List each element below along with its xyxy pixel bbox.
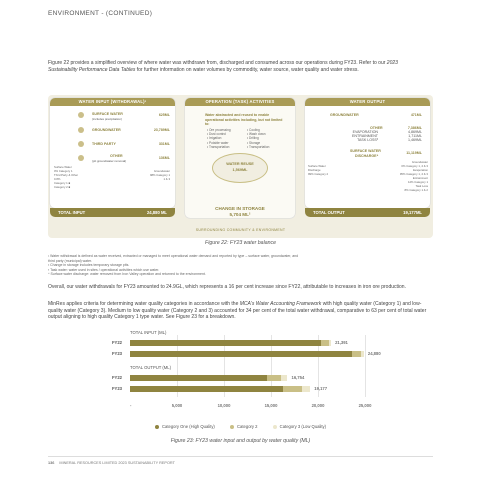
mini-note: Surface Water bbox=[308, 164, 326, 168]
groundwater-icon bbox=[78, 127, 84, 133]
water-reuse-value: 1,569ML bbox=[232, 168, 248, 172]
intro-text-2c: for further information on water volumes by commodity, water source, water quality and water stress. bbox=[135, 66, 359, 73]
output-evap-value: 4,869ML bbox=[408, 130, 422, 134]
chart-bar-segment bbox=[321, 340, 329, 346]
input-mini-notes bbox=[54, 165, 170, 189]
total-output-bar bbox=[305, 208, 430, 217]
chart-total-label: 21,391 bbox=[335, 340, 348, 345]
mini-note: 0.8% bbox=[54, 177, 61, 181]
chart-bar-segment bbox=[329, 340, 331, 346]
output-evap-label: EVAPORATION bbox=[352, 130, 378, 134]
mini-note: Groundwater bbox=[411, 160, 428, 164]
surrounding-label: SURROUNDING COMMUNITY & ENVIRONMENT bbox=[195, 228, 286, 232]
mini-note: Surface Water bbox=[54, 165, 72, 169]
storage-label: CHANGE IN STORAGE bbox=[215, 206, 265, 211]
surface-water-icon bbox=[78, 112, 84, 118]
mini-note: 0% Category 1, 2 & 3 bbox=[401, 164, 428, 168]
mini-note: Category 1 ■ bbox=[54, 181, 71, 185]
withdrawals-paragraph: Overall, our water withdrawals for FY23 amounted to 24.9GL, which represents a 16 per cent increase since FY22, attributable to increases in iron ore production. bbox=[48, 284, 406, 290]
water-quality-chart bbox=[130, 330, 440, 408]
input-other-sub: (pit groundwater removal) bbox=[92, 159, 127, 163]
mini-note: 12% Category 1 bbox=[407, 180, 428, 184]
page-number: 136 bbox=[48, 461, 55, 465]
intro-paragraph bbox=[48, 60, 428, 73]
output-other-value: 7,386ML bbox=[407, 126, 422, 130]
mini-note: Task Loss bbox=[415, 184, 428, 188]
output-other-label: OTHER bbox=[370, 126, 383, 130]
quality-text-c: with high quality water (Category 1) and low-quality water (Category 3). Medium to low quality water (Category 2 and 3) accounted for 34 per cent of the total water withdrawal, comparative to 63 per cent of total water output aligning to high quality Category 1 type water. See Figure 23 for a breakdown. bbox=[48, 301, 427, 321]
footer-text: MINERAL RESOURCES LIMITED 2023 SUSTAINABILITY REPORT bbox=[59, 461, 175, 465]
mini-note: 0% Category 1 bbox=[54, 169, 73, 173]
legend-cat2-swatch bbox=[230, 425, 234, 429]
operation-title: OPERATION (TASK) ACTIVITIES bbox=[185, 98, 295, 106]
chart-bar-segment bbox=[281, 375, 287, 381]
total-input-value: 24,880 ML bbox=[146, 210, 167, 215]
footnotes bbox=[48, 254, 433, 277]
operation-item: • Irrigation bbox=[207, 136, 222, 141]
total-output-label: TOTAL OUTPUT bbox=[313, 210, 345, 215]
input-ground-value: 23,789ML bbox=[153, 128, 170, 132]
mini-note: Evaporation bbox=[413, 168, 428, 172]
chart-total-label: 24,880 bbox=[367, 351, 381, 356]
footnote: ¹ Water withdrawal is defined as water received, extracted or managed to meet operational water demand and reported by type – surface water, groundwater, and bbox=[48, 254, 299, 258]
legend-cat3-swatch bbox=[273, 425, 277, 429]
operation-list-2 bbox=[247, 128, 287, 149]
quality-text-a: MinRes applies criteria for determining water quality categories in accordance with the bbox=[48, 301, 240, 307]
total-input-label: TOTAL INPUT bbox=[58, 210, 86, 215]
chart-bar-segment bbox=[267, 375, 281, 381]
mini-note: Discharge bbox=[308, 168, 321, 172]
quality-paragraph bbox=[48, 301, 428, 321]
total-input-bar bbox=[50, 208, 175, 217]
water-reuse-label: WATER REUSE bbox=[226, 162, 254, 166]
output-ground-label: GROUNDWATER bbox=[330, 113, 359, 117]
legend-cat1-swatch bbox=[155, 425, 159, 429]
operation-item: • Ore processing bbox=[207, 128, 231, 132]
chart-legend bbox=[155, 424, 326, 429]
mini-note: 95% Category 1, 2 & 3 bbox=[399, 172, 428, 176]
chart-group-output-title: TOTAL OUTPUT (ML) bbox=[130, 365, 172, 370]
mini-note: Third Party & Other bbox=[54, 173, 79, 177]
input-other-label: OTHER bbox=[110, 154, 123, 158]
legend-cat2: Category 2 bbox=[230, 424, 257, 429]
chart-cat-output-fy23: FY23 bbox=[112, 386, 123, 391]
chart-cat-input-fy23: FY23 bbox=[112, 351, 123, 356]
legend-cat1: Category One (High Quality) bbox=[155, 424, 215, 429]
chart-group-input-title: TOTAL INPUT (ML) bbox=[130, 330, 167, 335]
output-ground-value: 471ML bbox=[410, 113, 422, 117]
chart-cat-input-fy22: FY22 bbox=[112, 340, 123, 345]
output-entrain-label: ENTRAINMENT bbox=[352, 134, 378, 138]
operation-item: • Transportation bbox=[247, 144, 270, 149]
storage-value: 5,704 ML² bbox=[229, 212, 251, 217]
output-entrain-value: 1,711ML bbox=[408, 134, 422, 138]
operation-list-1 bbox=[207, 128, 247, 149]
chart-bar-segment bbox=[361, 351, 364, 357]
chart-x-tick: 20,000 bbox=[311, 403, 325, 408]
page-header: ENVIRONMENT - (CONTINUED) bbox=[48, 10, 153, 17]
chart-bar-segment bbox=[130, 375, 267, 381]
intro-text-1: Figure 22 provides a simplified overview of where water was withdrawn from, discharged and consumed across our operations during FY23. bbox=[48, 60, 358, 66]
chart-axis-zero: - bbox=[130, 403, 132, 408]
operation-item: • Dust control bbox=[207, 132, 227, 137]
framework-link[interactable]: MCA's Water Accounting Framework bbox=[239, 301, 322, 307]
input-surface-sub: (includes precipitation) bbox=[92, 117, 123, 121]
figure-23-caption: Figure 23: FY23 water input and output by water quality (ML) bbox=[170, 438, 311, 444]
footer-divider bbox=[48, 456, 433, 457]
chart-bar-segment bbox=[130, 351, 352, 357]
data-tables-link[interactable]: 2023 Sustainability Performance Data Tables bbox=[48, 60, 398, 73]
mini-note: 98% Category 1 bbox=[149, 173, 170, 177]
chart-x-tick: 10,000 bbox=[217, 403, 231, 408]
input-other-value: 136ML bbox=[158, 156, 170, 160]
operation-item: • Storage bbox=[247, 140, 261, 145]
operation-item: • Transportation bbox=[207, 144, 230, 149]
chart-gridline bbox=[365, 335, 366, 397]
chart-bar-segment bbox=[130, 386, 283, 392]
intro-text-2a: Refer to our bbox=[359, 60, 387, 66]
output-taskloss-value: 1,469ML bbox=[408, 138, 422, 142]
third-party-icon bbox=[78, 141, 84, 147]
chart-cat-output-fy22: FY22 bbox=[112, 375, 123, 380]
operation-item: • Cooling bbox=[247, 128, 260, 132]
other-icon bbox=[78, 155, 84, 161]
chart-bar-segment bbox=[352, 351, 360, 357]
water-output-title: WATER OUTPUT bbox=[305, 98, 430, 106]
mini-note: Entrainment bbox=[412, 176, 428, 180]
footer bbox=[48, 461, 175, 465]
operation-intro: Water abstracted and reused to enable operational activities including, but not limited to: bbox=[205, 113, 283, 126]
figure-22-caption: Figure 22: FY23 water balance bbox=[205, 240, 276, 246]
input-surface-value: 625ML bbox=[158, 113, 170, 117]
operation-item: • Drilling bbox=[247, 136, 259, 141]
operation-item: • Potable water bbox=[207, 140, 229, 145]
output-discharge-label: DISCHARGE⁴ bbox=[355, 154, 379, 158]
chart-bar-segment bbox=[283, 386, 301, 392]
chart-total-label: 16,754 bbox=[291, 375, 305, 380]
water-input-title: WATER INPUT (WITHDRAWAL)¹ bbox=[50, 98, 175, 106]
chart-x-tick: 15,000 bbox=[264, 403, 278, 408]
input-ground-label: GROUNDWATER bbox=[92, 128, 121, 132]
legend-cat3: Category 3 (Low Quality) bbox=[273, 424, 326, 429]
chart-bar-segment bbox=[130, 340, 321, 346]
mini-note: 1 & 3 bbox=[163, 177, 170, 181]
chart-x-tick: 5,000 bbox=[171, 403, 183, 408]
mini-note: 99% Category 2 bbox=[308, 172, 329, 176]
input-third-label: THIRD PARTY bbox=[92, 142, 116, 146]
output-surface-value: 11,119ML bbox=[406, 151, 422, 155]
operation-item: • Wash down bbox=[247, 132, 266, 137]
output-surface-label: SURFACE WATER bbox=[350, 149, 381, 153]
footnote: third party (municipal) water. bbox=[48, 258, 92, 263]
mini-note: Groundwater bbox=[153, 169, 170, 173]
output-mini-notes bbox=[308, 160, 428, 192]
mini-note: Category 2 ■ bbox=[54, 185, 71, 189]
input-third-value: 331ML bbox=[158, 142, 170, 146]
chart-x-tick: 25,000 bbox=[358, 403, 372, 408]
chart-total-label: 19,177 bbox=[314, 386, 328, 391]
input-surface-label: SURFACE WATER bbox=[92, 112, 123, 116]
footnote: ² Change in storage includes temporary storage pits. bbox=[48, 263, 130, 268]
footnote: ⁴ Surface water discharge: water removed from Iron Valley operation and returned to the environment. bbox=[48, 272, 206, 277]
output-taskloss-label: TASK LOSS³ bbox=[357, 138, 378, 142]
footnote: ³ Task water: water used in sites / operational activities which use water. bbox=[48, 267, 160, 272]
chart-bar-segment bbox=[302, 386, 311, 392]
mini-note: 8% Category 1 & 2 bbox=[404, 188, 428, 192]
total-output-value: 19,177ML bbox=[403, 210, 422, 215]
